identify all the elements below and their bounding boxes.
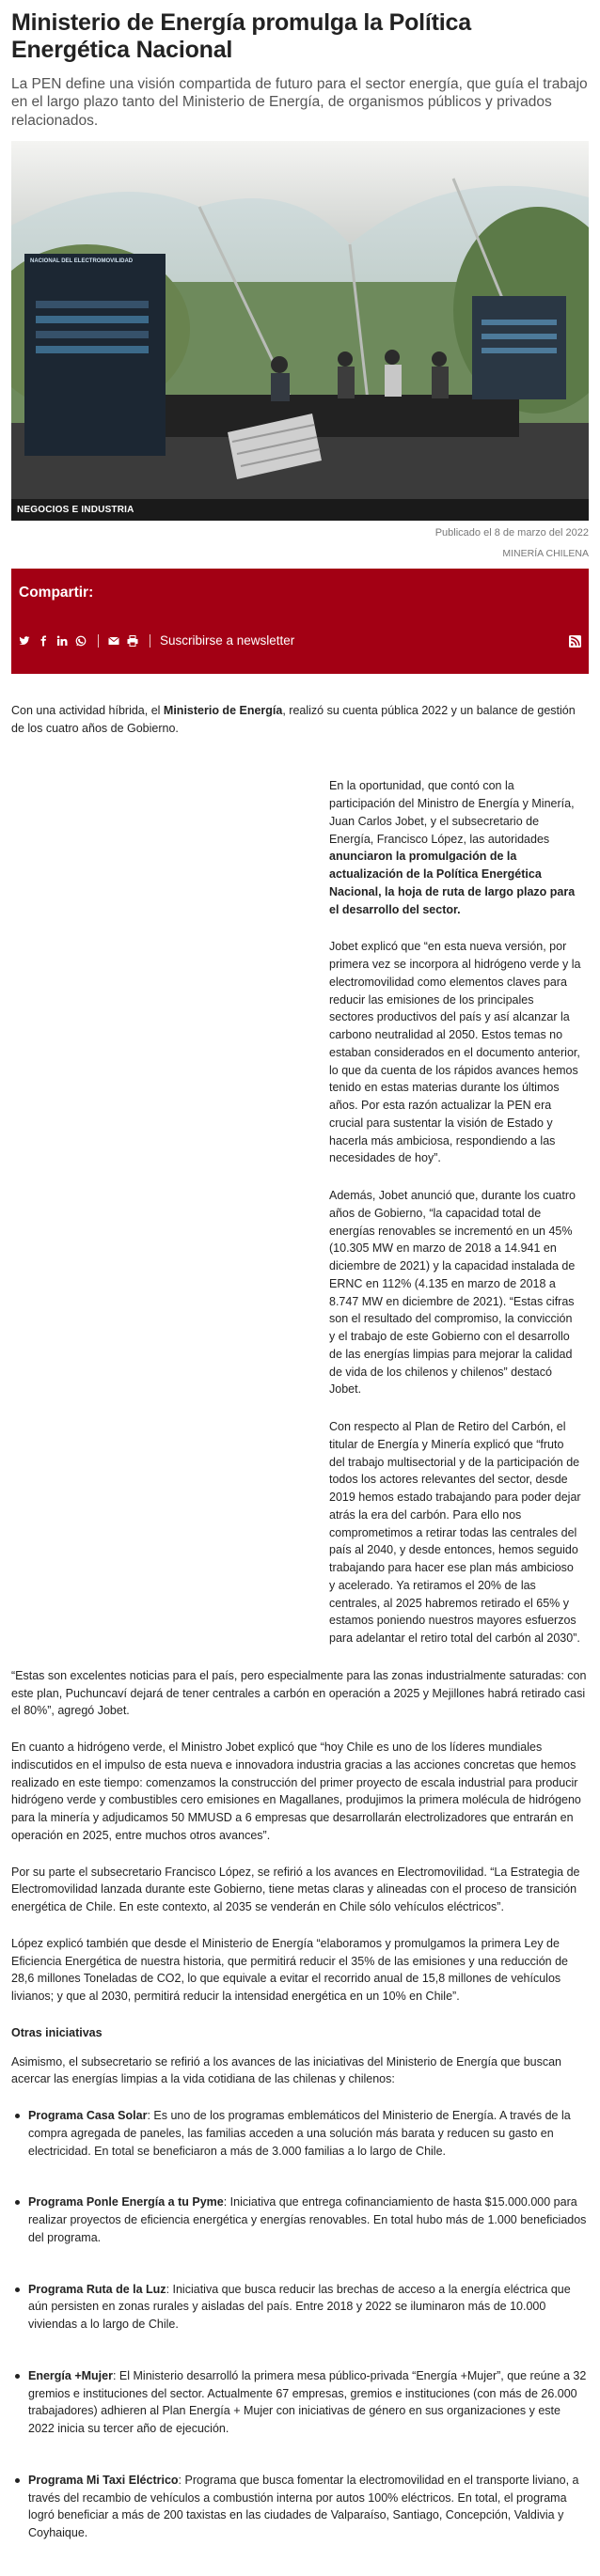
intro-bold: Ministerio de Energía	[163, 704, 283, 718]
aside-paragraph	[329, 777, 581, 918]
list-item	[11, 2472, 589, 2542]
share-panel	[11, 569, 589, 674]
list-item-title: Programa Ponle Energía a tu Pyme	[28, 2195, 224, 2209]
body-paragraph: “Estas son excelentes noticias para el país, pero especialmente para las zonas industrialmente saturadas: con este plan, Puchuncaví dejará de tener centrales a carbón en operación a 2025 y Mejillones habrá retirado casi el 80%”, agregó Jobet.	[11, 1668, 587, 1718]
share-divider	[98, 634, 99, 648]
share-bar	[19, 631, 581, 651]
linkedin-icon[interactable]	[56, 635, 68, 647]
list-item-title: Programa Ruta de la Luz	[28, 2282, 166, 2296]
aside-paragraph: Jobet explicó que “en esta nueva versión, por primera vez se incorpora al hidrógeno verde y la electromovilidad como elementos claves para reducir las emisiones de los principales sectores productivos del país y así alcanzar la carbono neutralidad al 2050. Estos temas no estaban considerados en el documento anterior, lo que da cuenta de los rápidos avances hemos tenido en estas materias durante los últimos años. Por esta razón actualizar la PEN era crucial para sustentar la visión de Estado y hacerla más ambiciosa, respondiendo a las necesidades de hoy”.	[329, 940, 581, 1165]
aside-text: En la oportunidad, que contó con la participación del Ministro de Energía y Minería, Juan Carlos Jobet, y el subsecretario de Energía, Francisco López, las autoridades	[329, 779, 575, 846]
article-title: Ministerio de Energía promulga la Política Energética Nacional	[11, 9, 471, 63]
hero-image	[11, 141, 589, 521]
aside-column	[329, 777, 581, 1647]
initiatives-list	[11, 2107, 589, 2542]
list-item-text: : El Ministerio desarrolló la primera mesa público-privada “Energía +Mujer”, que reúne a 32 gremios e instituciones del sector. Actualmente 67 empresas, gremios e instituciones (con más de 26.000 trabajadores) adhieren al Plan Energía + Mujer con iniciativas de género en sus organizaciones y este 2022 inicia su tercer año de ejecución.	[28, 2368, 587, 2436]
list-item-title: Energía +Mujer	[28, 2368, 113, 2382]
aside-paragraph: Además, Jobet anunció que, durante los cuatro años de Gobierno, “la capacidad total de energías renovables se incrementó en un 45% (10.305 MW en marzo de 2018 a 14.941 en diciembre de 2021) y la capacidad instalada de ERNC en 112% (4.135 en marzo de 2018 a 8.747 MW en diciembre de 2021). “Estas cifras son el resultado del compromiso, la convicción y el trabajo de este Gobierno con el desarrollo de las energías limpias para mejorar la calidad de vida de los chilenos y chilenos” destacó Jobet.	[329, 1189, 576, 1397]
rss-icon[interactable]	[569, 635, 581, 648]
hero-photo	[11, 141, 589, 521]
list-item-text: : Programa que busca fomentar la electromovilidad en el transporte liviano, a través del recambio de vehículos a combustión interna por autos 100% eléctricos. En total, el programa logró beneficiar a más de 200 taxistas en las ciudades de Valparaíso, Santiago, Concepción, Valdivia y Coyhaique.	[28, 2473, 579, 2540]
list-item-text: : Es uno de los programas emblemáticos del Ministerio de Energía. A través de la compra agregada de paneles, las familias acceden a una solución más barata y reducen su gasto en electricidad. En total se beneficiaron a más de 3.000 familias a lo largo de Chile.	[28, 2109, 571, 2158]
email-icon[interactable]	[108, 635, 119, 647]
list-item	[11, 2281, 589, 2334]
aside-bold: anunciaron la promulgación de la actualización de la Política Energética Nacional, la hoja de ruta de largo plazo para el desarrollo del sector.	[329, 850, 576, 916]
article-lead: La PEN define una visión compartida de futuro para el sector energía, que guía el trabajo en el largo plazo tanto del Ministerio de Energía, de organismos públicos y privados relacionados.	[11, 76, 588, 129]
facebook-icon[interactable]	[38, 635, 49, 647]
newsletter-link[interactable]: Suscribirse a newsletter	[160, 633, 295, 648]
print-icon[interactable]	[127, 635, 138, 647]
share-title: Compartir:	[19, 585, 94, 601]
hero-screen-text: NACIONAL DEL ELECTROMOVILIDAD	[30, 258, 134, 265]
list-item	[11, 2107, 589, 2160]
body-paragraph: Por su parte el subsecretario Francisco López, se refirió a los avances en Electromovilidad. “La Estrategia de Electromovilidad lanzada durante este Gobierno, tiene metas claras y alineadas con el proceso de transición energética de Chile. En este contexto, al 2035 se venderán en Chile sólo vehículos eléctricos”.	[11, 1865, 580, 1914]
list-item	[11, 2194, 589, 2246]
intro-text: Con una actividad híbrida, el	[11, 704, 164, 718]
hero-category-label: NEGOCIOS E INDUSTRIA	[11, 499, 589, 521]
intro-text-end: , realizó su cuenta pública 2022 y un balance de gestión de los cuatro años de Gobierno.	[11, 704, 576, 736]
body-paragraph: En cuanto a hidrógeno verde, el Ministro Jobet explicó que “hoy Chile es uno de los líderes mundiales indiscutidos en el impulso de esta nueva e innovadora industria gracias a las acciones concretas que hemos realizado en este tiempo: comenzamos la construcción del primer proyecto de escala industrial para producir hidrógeno verde y combustibles cero emisiones en Magallanes, produjimos la primera molécula de hidrógeno para la minería y adjudicamos 50 MMUSD a 6 empresas que desarrollarán electrolizadores que entrarán en operación en 2025, entre muchos otros avances”.	[11, 1741, 581, 1842]
list-item-title: Programa Casa Solar	[28, 2109, 148, 2123]
publish-date: Publicado el 8 de marzo del 2022	[434, 527, 589, 539]
aside-paragraph: Con respecto al Plan de Retiro del Carbón, el titular de Energía y Minería explicó que “fruto del trabajo multisectorial y de la participación de todos los actores relevantes del sector, desde 2019 hemos estado trabajando para poder dejar atrás la era del carbón. Para ello nos comprometimos a retirar todas las centrales del país al 2040, y desde entonces, hemos seguido trabajando para hacer ese plan más ambicioso y acelerado. Ya retiramos el 20% de las centrales, al 2025 habremos retirado el 65% y estamos poniendo nuestros mayores esfuerzos para adelantar el retiro total del carbón al 2030”.	[329, 1420, 581, 1646]
section-heading: Otras iniciativas	[11, 2025, 103, 2039]
whatsapp-icon[interactable]	[75, 635, 87, 647]
intro-paragraph	[11, 702, 589, 738]
source-name: MINERÍA CHILENA	[502, 547, 589, 559]
list-item-text: : Iniciativa que busca reducir las brechas de acceso a la energía eléctrica que aún persisten en zonas rurales y aisladas del país. Entre 2018 y 2022 se iluminaron más de 10.000 viviendas a lo largo de Chile.	[28, 2282, 571, 2332]
body-text	[11, 1667, 589, 2088]
twitter-icon[interactable]	[19, 635, 30, 647]
list-item-text: : Iniciativa que entrega cofinanciamiento de hasta $15.000.000 para realizar proyectos de eficiencia energética y energías renovables. En total hubo más de 1.000 beneficiados del programa.	[28, 2195, 587, 2244]
list-item-title: Programa Mi Taxi Eléctrico	[28, 2473, 179, 2487]
list-item	[11, 2367, 589, 2438]
body-paragraph: López explicó también que desde el Ministerio de Energía “elaboramos y promulgamos la primera Ley de Eficiencia Energética de nuestra historia, que permitirá reducir el 35% de las emisiones y una reducción de 28,6 millones Toneladas de CO2, lo que equivale a evitar el recorrido anual de 15,8 millones de vehículos livianos; y que al 2030, permitirá reducir la intensidad energética en un 10% en Chile”.	[11, 1936, 568, 2004]
body-paragraph: Asimismo, el subsecretario se refirió a los avances de las iniciativas del Ministerio de Energía que buscan acercar las energías limpias a la vida cotidiana de las chilenas y chilenos:	[11, 2054, 562, 2086]
